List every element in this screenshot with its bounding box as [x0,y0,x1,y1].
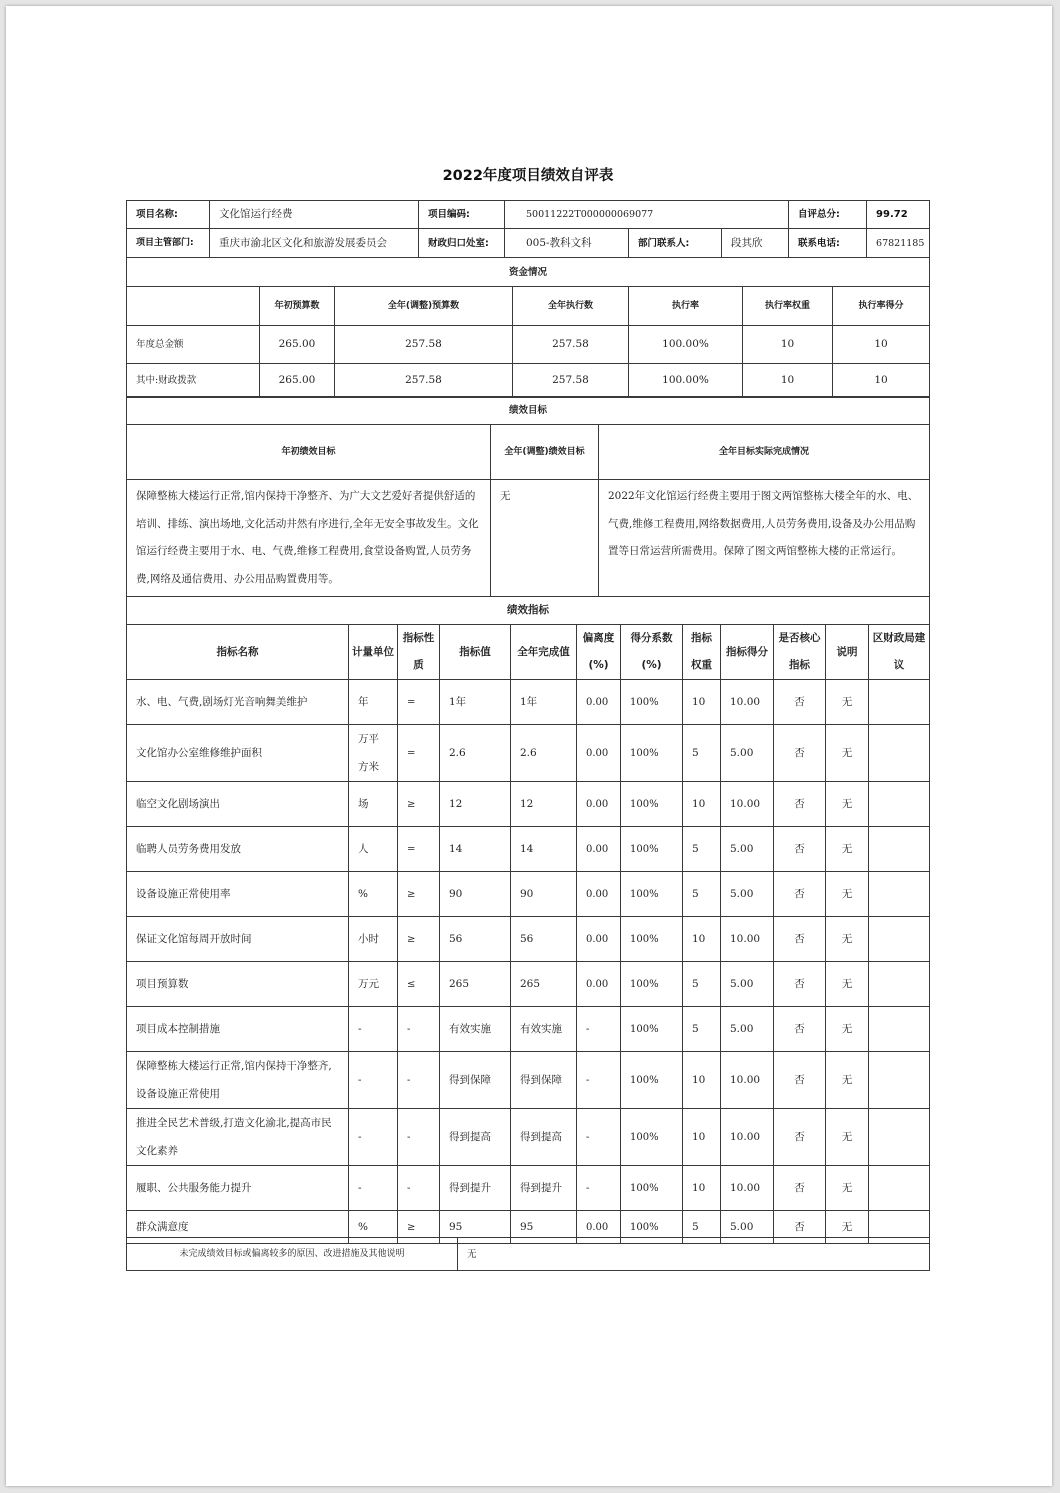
funds-cell: 265.00 [260,326,335,364]
ind-score: 10.00 [721,917,774,962]
funds-cell: 100.00% [629,326,743,364]
ind-coef: 100% [621,725,683,782]
ind-target: 有效实施 [440,1007,511,1052]
dept-value: 重庆市渝北区文化和旅游发展委员会 [210,229,419,258]
ind-nature: = [398,725,440,782]
ind-header-target: 指标值 [440,625,511,680]
ind-coef: 100% [621,1007,683,1052]
phone-label: 联系电话: [789,229,867,258]
funds-cell: 10 [833,364,930,398]
ind-score: 5.00 [721,827,774,872]
ind-weight: 10 [683,1052,721,1109]
ind-header-name: 指标名称 [127,625,349,680]
indicator-row [127,725,930,782]
ind-target: 得到保障 [440,1052,511,1109]
ind-core: 否 [774,917,826,962]
ind-core: 否 [774,782,826,827]
ind-deviation: 0.00 [577,917,621,962]
ind-header-deviation: 偏离度(%) [577,625,621,680]
ind-core: 否 [774,725,826,782]
ind-suggestion [869,1109,930,1166]
ind-weight: 5 [683,725,721,782]
ind-target: 得到提高 [440,1109,511,1166]
ind-actual: 56 [511,917,577,962]
ind-name: 项目成本控制措施 [127,1007,349,1052]
project-name-label: 项目名称: [127,201,210,229]
ind-weight: 10 [683,917,721,962]
ind-nature: ≥ [398,872,440,917]
ind-suggestion [869,782,930,827]
funds-row-fiscal [127,364,930,398]
finance-label: 财政归口处室: [419,229,505,258]
ind-note: 无 [826,872,869,917]
ind-nature: - [398,1007,440,1052]
ind-target: 95 [440,1211,511,1244]
ind-name: 群众满意度 [127,1211,349,1244]
ind-name: 临聘人员劳务费用发放 [127,827,349,872]
ind-score: 10.00 [721,1109,774,1166]
ind-score: 5.00 [721,1211,774,1244]
ind-deviation: - [577,1166,621,1211]
funds-section-title: 资金情况 [127,258,930,287]
ind-score: 10.00 [721,782,774,827]
ind-weight: 10 [683,680,721,725]
ind-core: 否 [774,680,826,725]
ind-coef: 100% [621,962,683,1007]
ind-actual: 14 [511,827,577,872]
goals-table [126,396,930,597]
ind-actual: 得到提高 [511,1109,577,1166]
funds-header-initial: 年初预算数 [260,287,335,326]
ind-nature: ≥ [398,917,440,962]
indicators-section-title: 绩效指标 [127,597,930,625]
ind-name: 水、电、气费,剧场灯光音响舞美维护 [127,680,349,725]
ind-target: 56 [440,917,511,962]
ind-header-suggestion: 区财政局建议 [869,625,930,680]
ind-unit: - [349,1007,398,1052]
ind-deviation: 0.00 [577,1211,621,1244]
funds-cell: 10 [743,326,833,364]
ind-note: 无 [826,917,869,962]
ind-suggestion [869,725,930,782]
ind-actual: 2.6 [511,725,577,782]
ind-core: 否 [774,1109,826,1166]
ind-suggestion [869,680,930,725]
ind-target: 12 [440,782,511,827]
ind-name: 项目预算数 [127,962,349,1007]
ind-header-nature: 指标性质 [398,625,440,680]
score-value: 99.72 [867,201,930,229]
ind-core: 否 [774,1052,826,1109]
ind-target: 90 [440,872,511,917]
ind-name: 临空文化剧场演出 [127,782,349,827]
ind-weight: 5 [683,1211,721,1244]
ind-weight: 5 [683,872,721,917]
ind-name: 推进全民艺术普级,打造文化渝北,提高市民文化素养 [127,1109,349,1166]
ind-score: 10.00 [721,680,774,725]
ind-actual: 90 [511,872,577,917]
funds-cell: 10 [743,364,833,398]
ind-unit: - [349,1166,398,1211]
ind-header-core: 是否核心指标 [774,625,826,680]
ind-coef: 100% [621,872,683,917]
ind-score: 5.00 [721,872,774,917]
ind-score: 5.00 [721,1007,774,1052]
contact-label: 部门联系人: [629,229,722,258]
goals-section-title: 绩效目标 [127,397,930,425]
indicator-row [127,1166,930,1211]
ind-actual: 1年 [511,680,577,725]
funds-cell: 100.00% [629,364,743,398]
ind-name: 保证文化馆每周开放时间 [127,917,349,962]
ind-unit: 万元 [349,962,398,1007]
ind-core: 否 [774,1007,826,1052]
funds-row-total [127,326,930,364]
indicator-row [127,1007,930,1052]
ind-deviation: - [577,1052,621,1109]
ind-header-score: 指标得分 [721,625,774,680]
ind-name: 设备设施正常使用率 [127,872,349,917]
ind-target: 265 [440,962,511,1007]
ind-nature: - [398,1052,440,1109]
ind-coef: 100% [621,827,683,872]
ind-deviation: 0.00 [577,827,621,872]
ind-score: 10.00 [721,1166,774,1211]
ind-deviation: 0.00 [577,962,621,1007]
ind-unit: 小时 [349,917,398,962]
footer-table [126,1237,930,1271]
goals-header-adjusted: 全年(调整)绩效目标 [491,425,599,480]
header-table [126,200,930,258]
ind-suggestion [869,1166,930,1211]
ind-note: 无 [826,725,869,782]
ind-score: 5.00 [721,962,774,1007]
ind-coef: 100% [621,1211,683,1244]
funds-header-executed: 全年执行数 [513,287,629,326]
ind-target: 1年 [440,680,511,725]
ind-nature: = [398,680,440,725]
funds-header-rate: 执行率 [629,287,743,326]
ind-suggestion [869,827,930,872]
ind-nature: ≤ [398,962,440,1007]
funds-cell: 10 [833,326,930,364]
ind-name: 保障整栋大楼运行正常,馆内保持干净整齐,设备设施正常使用 [127,1052,349,1109]
ind-unit: 万平方米 [349,725,398,782]
ind-nature: = [398,827,440,872]
ind-note: 无 [826,1211,869,1244]
finance-value: 005-教科文科 [505,229,629,258]
ind-deviation: 0.00 [577,872,621,917]
ind-unit: 年 [349,680,398,725]
ind-unit: - [349,1109,398,1166]
ind-coef: 100% [621,917,683,962]
ind-nature: ≥ [398,1211,440,1244]
ind-nature: - [398,1166,440,1211]
funds-table [126,257,930,398]
footer-label: 未完成绩效目标或偏离较多的原因、改进措施及其他说明 [127,1238,458,1271]
ind-header-actual: 全年完成值 [511,625,577,680]
ind-unit: 人 [349,827,398,872]
ind-unit: - [349,1052,398,1109]
ind-weight: 5 [683,962,721,1007]
ind-actual: 得到提升 [511,1166,577,1211]
ind-unit: % [349,1211,398,1244]
ind-unit: 场 [349,782,398,827]
ind-actual: 12 [511,782,577,827]
funds-corner-cell [127,287,260,326]
ind-deviation: 0.00 [577,725,621,782]
indicator-row [127,827,930,872]
ind-weight: 10 [683,1166,721,1211]
funds-header-weight: 执行率权重 [743,287,833,326]
ind-coef: 100% [621,1052,683,1109]
ind-coef: 100% [621,680,683,725]
funds-cell: 257.58 [513,326,629,364]
ind-note: 无 [826,782,869,827]
ind-core: 否 [774,1211,826,1244]
ind-core: 否 [774,872,826,917]
ind-note: 无 [826,962,869,1007]
goals-initial-text: 保障整栋大楼运行正常,馆内保持干净整齐、为广大文艺爱好者提供舒适的培训、排练、演出场地,文化活动井然有序进行,全年无安全事故发生。文化馆运行经费主要用于水、电、气费,维修工程费用,食堂设备购置,人员劳务费,网络及通信费用、办公用品购置费用等。 [127,480,491,597]
ind-weight: 5 [683,827,721,872]
goals-actual-text: 2022年文化馆运行经费主要用于图文两馆整栋大楼全年的水、电、气费,维修工程费用,网络数据费用,人员劳务费用,设备及办公用品购置等日常运营所需费用。保障了图文两馆整栋大楼的正常运行。 [599,480,930,597]
ind-actual: 95 [511,1211,577,1244]
ind-header-weight: 指标权重 [683,625,721,680]
goals-header-actual: 全年目标实际完成情况 [599,425,930,480]
ind-name: 履职、公共服务能力提升 [127,1166,349,1211]
ind-nature: - [398,1109,440,1166]
ind-target: 14 [440,827,511,872]
score-label: 自评总分: [789,201,867,229]
indicator-row [127,680,930,725]
ind-target: 2.6 [440,725,511,782]
ind-coef: 100% [621,1109,683,1166]
ind-deviation: 0.00 [577,782,621,827]
indicators-table [126,596,930,1244]
funds-cell: 257.58 [335,326,513,364]
ind-suggestion [869,1052,930,1109]
ind-note: 无 [826,1109,869,1166]
goals-adjusted-text: 无 [491,480,599,597]
project-name-value: 文化馆运行经费 [210,201,419,229]
document-title: 2022年度项目绩效自评表 [442,168,614,184]
ind-nature: ≥ [398,782,440,827]
ind-note: 无 [826,1007,869,1052]
ind-note: 无 [826,1166,869,1211]
ind-weight: 10 [683,1109,721,1166]
funds-cell: 265.00 [260,364,335,398]
contact-value: 段其欣 [722,229,789,258]
indicator-row [127,1109,930,1166]
funds-header-score: 执行率得分 [833,287,930,326]
ind-suggestion [869,1007,930,1052]
ind-weight: 10 [683,782,721,827]
dept-label: 项目主管部门: [127,229,210,258]
ind-target: 得到提升 [440,1166,511,1211]
ind-core: 否 [774,1166,826,1211]
ind-coef: 100% [621,782,683,827]
ind-unit: % [349,872,398,917]
ind-score: 10.00 [721,1052,774,1109]
indicator-row [127,1052,930,1109]
funds-cell: 257.58 [513,364,629,398]
ind-header-unit: 计量单位 [349,625,398,680]
ind-core: 否 [774,962,826,1007]
funds-row-label: 年度总金额 [127,326,260,364]
ind-score: 5.00 [721,725,774,782]
ind-weight: 5 [683,1007,721,1052]
funds-header-adjusted: 全年(调整)预算数 [335,287,513,326]
indicator-row [127,962,930,1007]
project-code-label: 项目编码: [419,201,505,229]
project-code-value: 50011222T000000069077 [505,201,789,229]
ind-note: 无 [826,680,869,725]
indicator-row [127,872,930,917]
ind-header-coef: 得分系数(%) [621,625,683,680]
ind-actual: 265 [511,962,577,1007]
ind-note: 无 [826,827,869,872]
ind-coef: 100% [621,1166,683,1211]
ind-actual: 得到保障 [511,1052,577,1109]
ind-name: 文化馆办公室维修维护面积 [127,725,349,782]
ind-actual: 有效实施 [511,1007,577,1052]
phone-value: 67821185 [867,229,930,258]
funds-row-label: 其中:财政拨款 [127,364,260,398]
footer-value: 无 [458,1238,930,1271]
indicator-row [127,782,930,827]
ind-deviation: 0.00 [577,680,621,725]
ind-deviation: - [577,1109,621,1166]
ind-suggestion [869,962,930,1007]
ind-suggestion [869,872,930,917]
ind-deviation: - [577,1007,621,1052]
ind-note: 无 [826,1052,869,1109]
funds-cell: 257.58 [335,364,513,398]
ind-core: 否 [774,827,826,872]
ind-header-note: 说明 [826,625,869,680]
indicator-row [127,917,930,962]
ind-suggestion [869,917,930,962]
goals-header-initial: 年初绩效目标 [127,425,491,480]
